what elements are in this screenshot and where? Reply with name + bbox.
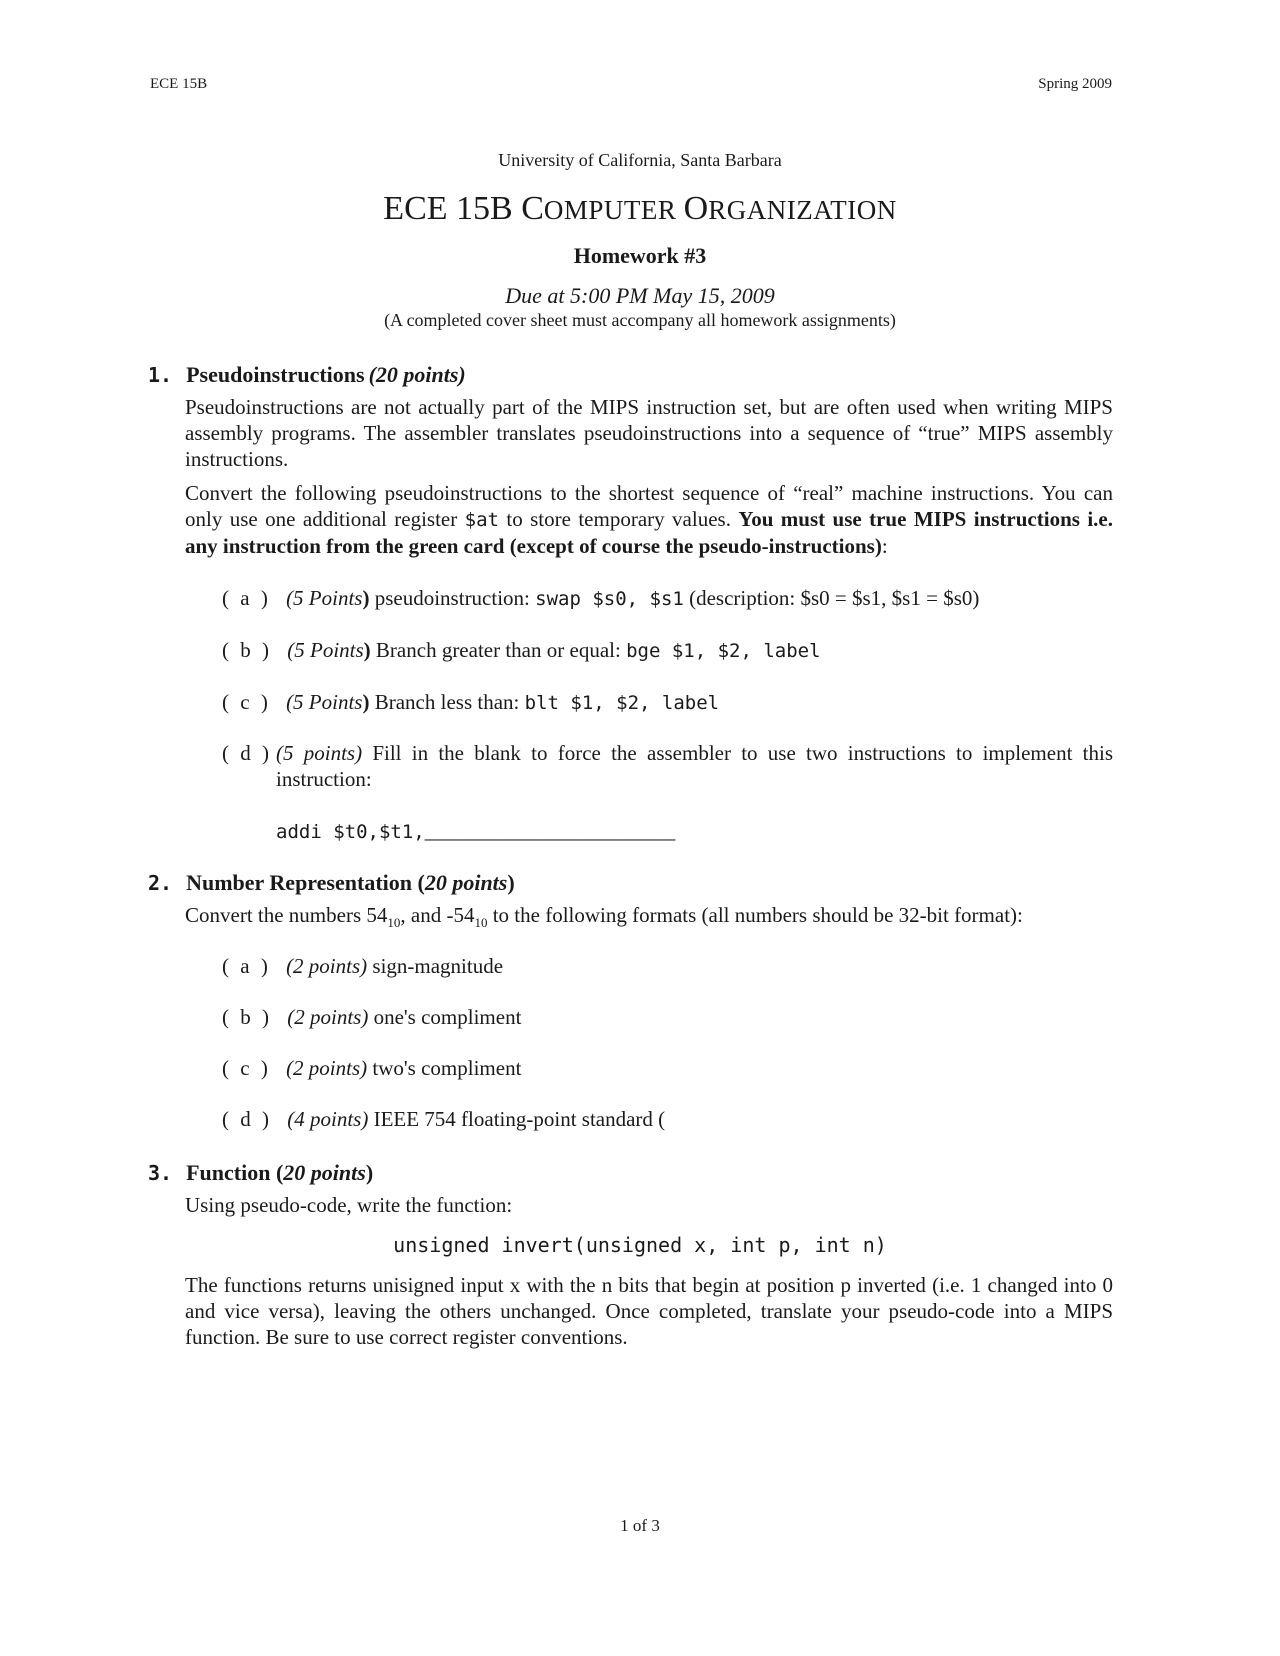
header-course: ECE 15B [150,76,208,92]
page-number: 1 of 3 [620,1516,660,1535]
q2-part-b: ( b ) (2 points) one's compliment [222,1005,522,1029]
q1-part-d-label: ( d ) [222,741,272,765]
q1-part-c: ( c ) (5 Points) Branch less than: blt $1, $2, label [222,690,720,714]
q3-heading: 3. Function (20 points) [148,1160,374,1185]
q1-part-a: ( a ) (5 Points) pseudoinstruction: swap $s0, $s1 (description: $s0 = $s1, $s1 = $s0) [222,586,980,610]
function-signature: unsigned invert(unsigned x, int p, int n) [393,1233,887,1257]
q3-intro: Using pseudo-code, write the function: [185,1193,513,1217]
cover-sheet-note: (A completed cover sheet must accompany all homework assignments) [384,310,896,330]
q2-part-a: ( a ) (2 points) sign-magnitude [222,954,504,978]
q3-body: The functions returns unisigned input x with the n bits that begin at position p inverted (i.e. 1 changed into 0 and vice versa), leaving the others unchanged. Once completed, translate your pseudo-code into a MIPS function. Be sure to use correct register conventions. [185,1273,1113,1349]
q1-paragraph-1: Pseudoinstructions are not actually part of the MIPS instruction set, but are often used when writing MIPS assembly programs. The assembler translates pseudoinstructions into a sequence of “true” MIPS assembly instructions. [185,395,1113,471]
q1-part-d-text: (5 points) Fill in the blank to force the assembler to use two instructions to implement this instruction: [276,741,1113,791]
q1-part-b: ( b ) (5 Points) Branch greater than or equal: bge $1, $2, label [222,638,821,662]
q2-part-d: ( d ) (4 points) IEEE 754 floating-point standard ( [222,1107,666,1131]
q2-intro: Convert the numbers $54_{10}$, and $-54_{10}$ to the following formats (all numbers should be 32-bit format): [185,903,1023,931]
q2-part-c: ( c ) (2 points) two's compliment [222,1056,522,1080]
header-term: Spring 2009 [1038,76,1112,92]
answer-blank[interactable]: _________________________ [424,819,675,843]
homework-title: Homework #3 [573,243,707,268]
course-title: ECE 15B COMPUTER ORGANIZATION [383,190,897,227]
q1-paragraph-2: Convert the following pseudoinstructions to the shortest sequence of “real” machine instructions. You can only use one additional register $at to store temporary values. You must use true MIPS instructions i.e. any instruction from the green card (except of course the pseudo-instructions): [185,481,1113,558]
q1-heading: 1. Pseudoinstructions (20 points) [148,362,466,387]
university-name: University of California, Santa Barbara [498,150,782,170]
due-date: Due at 5:00 PM May 15, 2009 [505,283,775,308]
q1-part-d-code: addi $t0,$t1,_________________________ [276,819,675,843]
q2-heading: 2. Number Representation (20 points) [148,870,515,895]
